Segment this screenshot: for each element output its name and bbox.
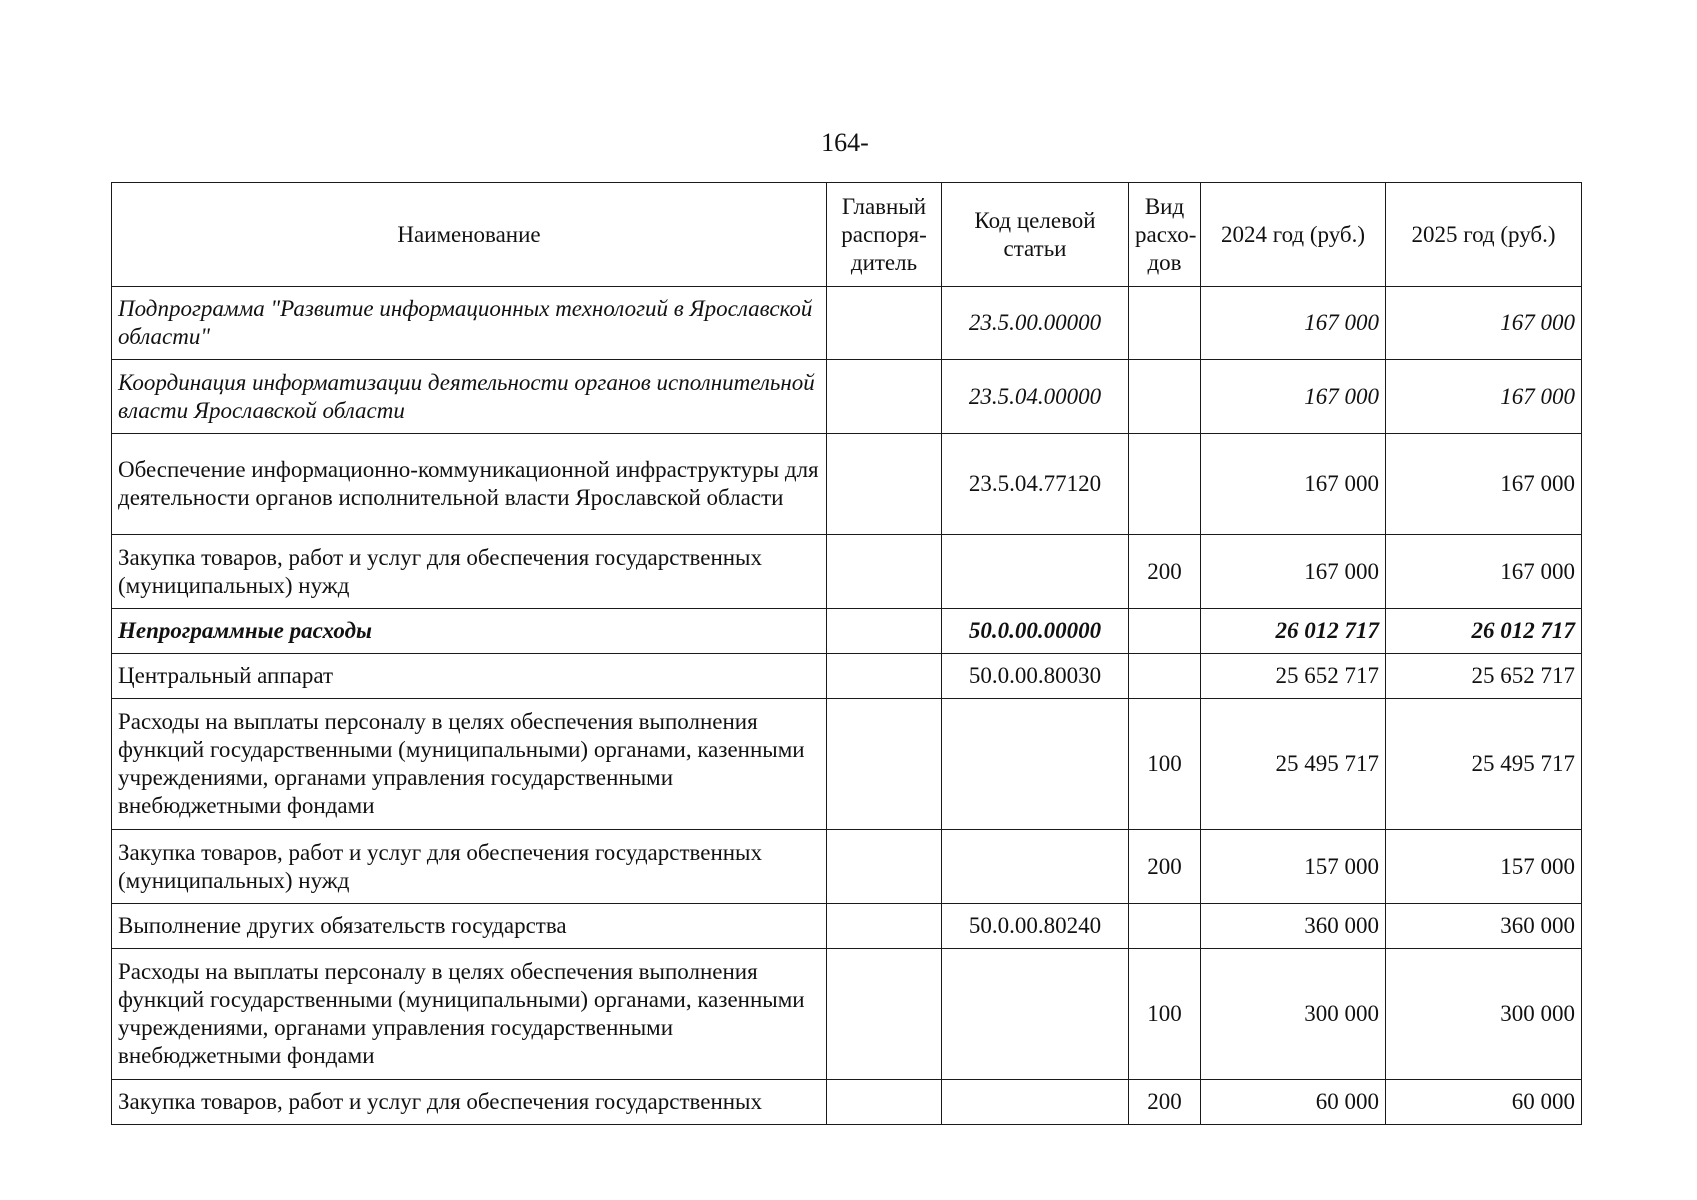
table-row <box>112 1080 1582 1125</box>
cell-code <box>942 699 1129 830</box>
cell-chief <box>827 287 942 360</box>
cell-2025: 300 000 <box>1386 949 1582 1080</box>
cell-2025: 167 000 <box>1386 360 1582 434</box>
cell-name: Непрограммные расходы <box>112 609 827 654</box>
cell-chief <box>827 609 942 654</box>
cell-2025: 167 000 <box>1386 535 1582 609</box>
cell-2024: 157 000 <box>1201 830 1386 904</box>
cell-name: Расходы на выплаты персоналу в целях обеспечения выполнения функций государственными (муниципальными) органами, казенными учреждениями, органами управления государственными внебюджетными фондами <box>112 949 827 1080</box>
cell-type: 200 <box>1129 535 1201 609</box>
table-row <box>112 609 1582 654</box>
cell-name: Закупка товаров, работ и услуг для обеспечения государственных <box>112 1080 827 1125</box>
cell-name: Координация информатизации деятельности органов исполнительной власти Ярославской области <box>112 360 827 434</box>
cell-code: 50.0.00.80030 <box>942 654 1129 699</box>
cell-name: Закупка товаров, работ и услуг для обеспечения государственных (муниципальных) нужд <box>112 535 827 609</box>
cell-2024: 26 012 717 <box>1201 609 1386 654</box>
cell-chief <box>827 654 942 699</box>
cell-2024: 300 000 <box>1201 949 1386 1080</box>
cell-2025: 157 000 <box>1386 830 1582 904</box>
cell-chief <box>827 1080 942 1125</box>
cell-code: 23.5.04.00000 <box>942 360 1129 434</box>
table-row <box>112 360 1582 434</box>
cell-type <box>1129 654 1201 699</box>
header-2024: 2024 год (руб.) <box>1201 183 1386 287</box>
header-name: Наименование <box>112 183 827 287</box>
cell-2025: 25 652 717 <box>1386 654 1582 699</box>
budget-table <box>111 182 1582 1125</box>
cell-name: Подпрограмма "Развитие информационных технологий в Ярославской области" <box>112 287 827 360</box>
cell-2025: 60 000 <box>1386 1080 1582 1125</box>
cell-type: 100 <box>1129 949 1201 1080</box>
cell-2025: 360 000 <box>1386 904 1582 949</box>
table-row <box>112 699 1582 830</box>
table-row <box>112 904 1582 949</box>
cell-code <box>942 830 1129 904</box>
header-2025: 2025 год (руб.) <box>1386 183 1582 287</box>
cell-code: 23.5.04.77120 <box>942 434 1129 535</box>
cell-chief <box>827 434 942 535</box>
cell-code <box>942 949 1129 1080</box>
cell-name: Закупка товаров, работ и услуг для обеспечения государственных (муниципальных) нужд <box>112 830 827 904</box>
cell-chief <box>827 949 942 1080</box>
cell-code: 23.5.00.00000 <box>942 287 1129 360</box>
header-type: Вид расхо-дов <box>1129 183 1201 287</box>
cell-2025: 167 000 <box>1386 434 1582 535</box>
header-chief: Главный распоря-дитель <box>827 183 942 287</box>
cell-name: Расходы на выплаты персоналу в целях обеспечения выполнения функций государственными (муниципальными) органами, казенными учреждениями, органами управления государственными внебюджетными фондами <box>112 699 827 830</box>
cell-2024: 25 652 717 <box>1201 654 1386 699</box>
cell-type: 200 <box>1129 1080 1201 1125</box>
cell-2024: 167 000 <box>1201 535 1386 609</box>
cell-code <box>942 1080 1129 1125</box>
cell-2024: 167 000 <box>1201 434 1386 535</box>
cell-type <box>1129 609 1201 654</box>
cell-chief <box>827 699 942 830</box>
cell-chief <box>827 360 942 434</box>
header-code: Код целевой статьи <box>942 183 1129 287</box>
cell-type <box>1129 904 1201 949</box>
table-row <box>112 949 1582 1080</box>
cell-code: 50.0.00.00000 <box>942 609 1129 654</box>
cell-2024: 360 000 <box>1201 904 1386 949</box>
cell-code <box>942 535 1129 609</box>
cell-type: 200 <box>1129 830 1201 904</box>
table-row <box>112 654 1582 699</box>
cell-2024: 25 495 717 <box>1201 699 1386 830</box>
page-number: 164- <box>821 128 869 157</box>
cell-name: Выполнение других обязательств государства <box>112 904 827 949</box>
table-row <box>112 830 1582 904</box>
cell-2024: 60 000 <box>1201 1080 1386 1125</box>
cell-type: 100 <box>1129 699 1201 830</box>
table-header-row <box>112 183 1582 287</box>
cell-chief <box>827 535 942 609</box>
cell-type <box>1129 287 1201 360</box>
cell-2025: 26 012 717 <box>1386 609 1582 654</box>
table-row <box>112 287 1582 360</box>
cell-chief <box>827 830 942 904</box>
cell-name: Центральный аппарат <box>112 654 827 699</box>
cell-2025: 167 000 <box>1386 287 1582 360</box>
cell-type <box>1129 360 1201 434</box>
cell-2025: 25 495 717 <box>1386 699 1582 830</box>
cell-2024: 167 000 <box>1201 287 1386 360</box>
cell-type <box>1129 434 1201 535</box>
table-row <box>112 535 1582 609</box>
table-row <box>112 434 1582 535</box>
cell-name: Обеспечение информационно-коммуникационной инфраструктуры для деятельности органов исполнительной власти Ярославской области <box>112 434 827 535</box>
cell-chief <box>827 904 942 949</box>
cell-code: 50.0.00.80240 <box>942 904 1129 949</box>
cell-2024: 167 000 <box>1201 360 1386 434</box>
